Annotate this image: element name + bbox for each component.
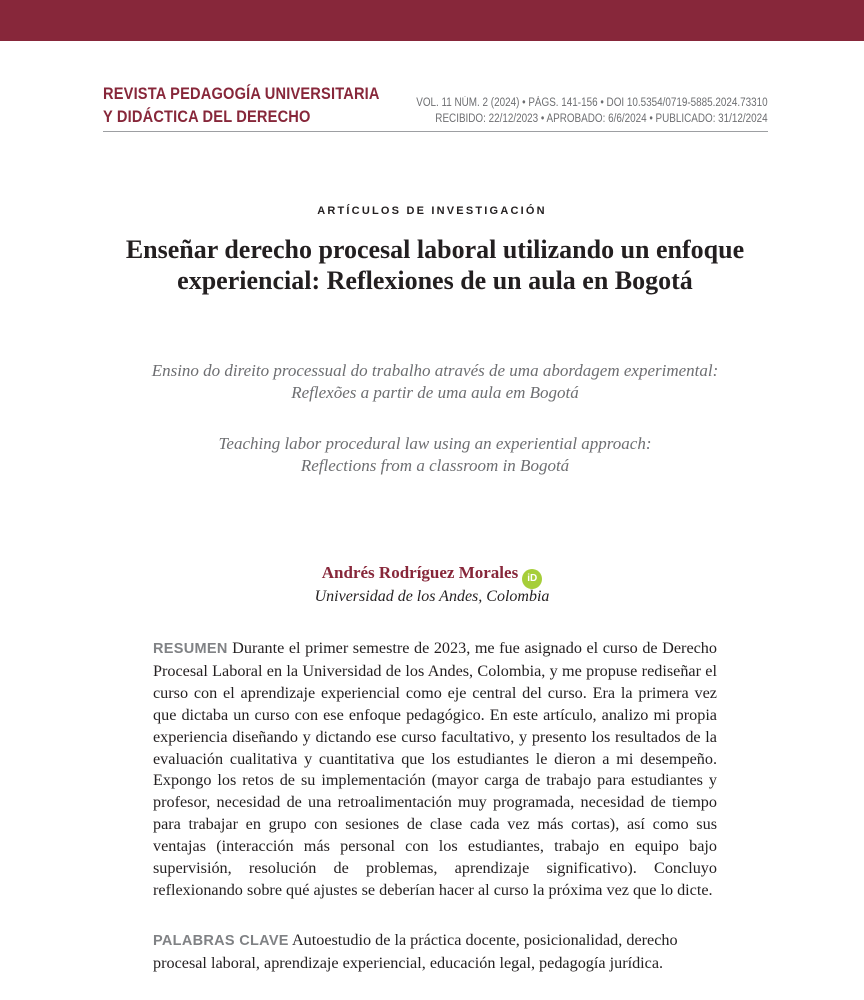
keywords-label: PALABRAS CLAVE — [153, 933, 289, 949]
volume-doi-line: VOL. 11 NÚM. 2 (2024) • PÁGS. 141-156 • DOI 10.5354/0719-5885.2024.73310 — [416, 97, 768, 109]
title-portuguese-line-2: Reflexões a partir de uma aula em Bogotá — [291, 383, 579, 402]
keywords-text: Autoestudio de la práctica docente, posicionalidad, derecho procesal laboral, aprendizaje experiencial, educación legal, pedagogía jurídica. — [153, 931, 678, 972]
section-label: ARTÍCULOS DE INVESTIGACIÓN — [317, 205, 547, 217]
abstract-label: RESUMEN — [153, 641, 228, 657]
abstract — [153, 638, 717, 902]
abstract-text: Durante el primer semestre de 2023, me fue asignado el curso de Derecho Procesal Laboral en la Universidad de los Andes, Colombia, y me propuse rediseñar el curso con el aprendizaje experiencial como eje central del curso. Era la primera vez que dictaba un curso con ese enfoque pedagógico. En este artículo, analizo mi propia experiencia diseñando y dictando ese curso facultativo, y presento los resultados de la evaluación cualitativa y cuantitativa que los estudiantes le dieron a mi desempeño. Expongo los retos de su implementación (mayor carga de trabajo para estudiantes y profesor, necesidad de una retroalimentación muy programada, necesidad de tiempo para trabajar en grupo con sesiones de clase cada vez más cortas), así como sus ventajas (interacción más personal con los estudiantes, trabajo en equipo bajo supervisión, resolución de problemas, aprendizaje significativo). Concluyo reflexionando sobre qué ajustes se deberían hacer al curso la próxima vez que lo dicte. — [153, 639, 717, 899]
article-title: Enseñar derecho procesal laboral utilizando un enfoque experiencial: Reflexiones de un aula en Bogotá — [125, 235, 745, 295]
header-divider — [103, 131, 768, 132]
keywords — [153, 929, 717, 974]
author-affiliation: Universidad de los Andes, Colombia — [314, 588, 550, 605]
journal-metadata — [417, 95, 768, 127]
orcid-icon[interactable]: iD — [522, 569, 542, 589]
journal-title-line-2: Y DIDÁCTICA DEL DERECHO — [103, 107, 311, 126]
author-name: Andrés Rodríguez Morales — [321, 563, 519, 582]
dates-line: RECIBIDO: 22/12/2023 • APROBADO: 6/6/2024 • PUBLICADO: 31/12/2024 — [435, 113, 768, 125]
title-english-line-1: Teaching labor procedural law using an experiential approach: — [218, 434, 652, 453]
title-portuguese — [110, 360, 760, 404]
title-portuguese-line-1: Ensino do direito processual do trabalho através de uma abordagem experimental: — [151, 361, 719, 380]
author-line — [0, 562, 864, 589]
title-english — [110, 433, 760, 477]
top-color-band — [0, 0, 864, 41]
journal-title — [103, 82, 380, 128]
journal-title-line-1: REVISTA PEDAGOGÍA UNIVERSITARIA — [103, 84, 380, 103]
title-english-line-2: Reflections from a classroom in Bogotá — [300, 456, 570, 475]
